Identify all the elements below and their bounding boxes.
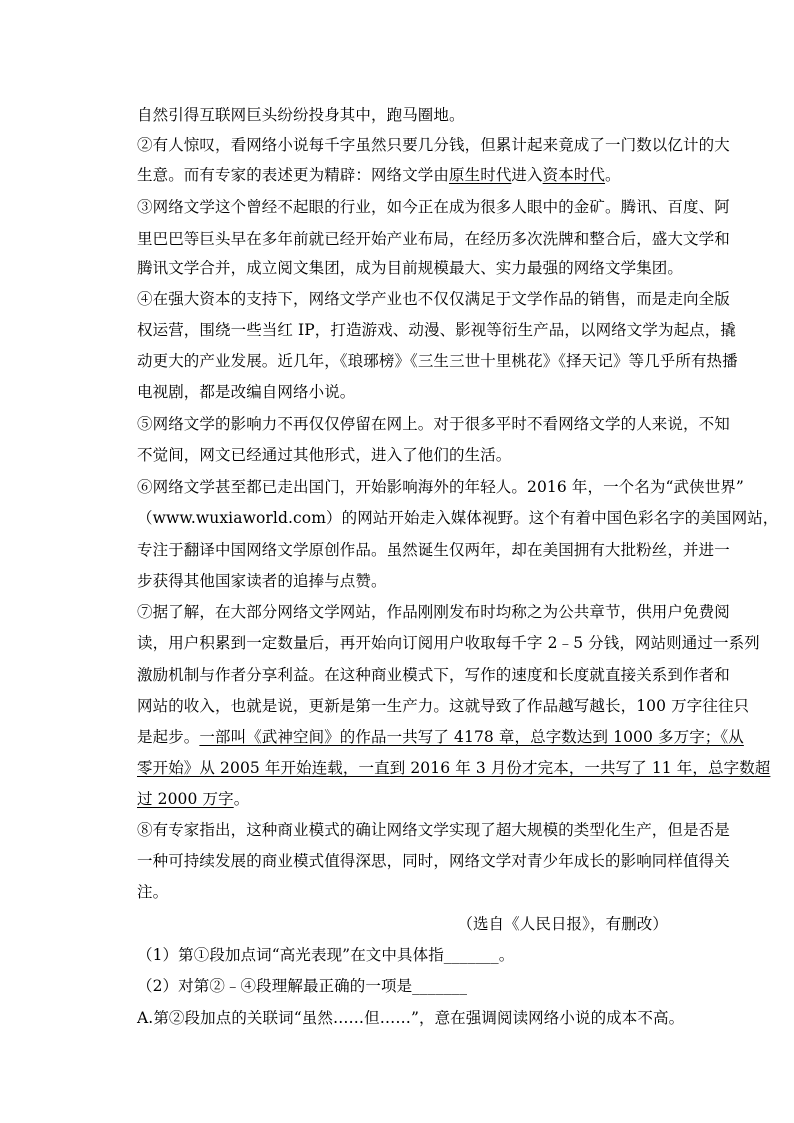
paragraph-4-line-2: 权运营，围绕一些当红 IP，打造游戏、动漫、影视等衍生产品，以网络文学为起点，撬 <box>137 321 736 339</box>
paragraph-7-line-3: 激励机制与作者分享利益。在这种商业模式下，写作的速度和长度就直接关系到作者和 <box>137 666 730 684</box>
paragraph-5-line-1: ⑤网络文学的影响力不再仅仅停留在网上。对于很多平时不看网络文学的人来说，不知 <box>137 415 730 433</box>
source-citation: （选自《人民日报》，有删改） <box>457 915 668 933</box>
text-span: 生意。而有专家的表述更为精辟：网络文学由 <box>137 166 450 184</box>
paragraph-4-line-4: 电视剧，都是改编自网络小说。 <box>137 383 356 401</box>
question-1: （1）第①段加点词“高光表现”在文中具体指_______。 <box>137 946 515 964</box>
text-span: 。 <box>605 166 621 184</box>
paragraph-7-line-5 <box>137 726 744 748</box>
text-span: 进入 <box>511 166 543 184</box>
paragraph-1-end: 自然引得互联网巨头纷纷投身其中，跑马圈地。 <box>137 106 465 124</box>
paragraph-8-line-2: 一种可持续发展的商业模式值得深思，同时，网络文学对青少年成长的影响同样值得关 <box>137 852 730 870</box>
paragraph-2-line-1: ②有人惊叹，看网络小说每千字虽然只要几分钱，但累计起来竟成了一门数以亿计的大 <box>137 136 730 154</box>
text-span: 是起步。 <box>137 728 200 746</box>
underlined-term-1: 原生时代 <box>449 166 512 184</box>
paragraph-8-line-1: ⑧有专家指出，这种商业模式的确让网络文学实现了超大规模的类型化生产，但是否是 <box>137 821 730 839</box>
question-2: （2）对第②﹣④段理解最正确的一项是_______ <box>137 977 468 995</box>
paragraph-7-line-6: 零开始》从 2005 年开始连载，一直到 2016 年 3 月份才完本，一共写了 11 年，总字数超 <box>137 759 771 777</box>
paragraph-6-line-3: 专注于翻译中国网络文学原创作品。虽然诞生仅两年，却在美国拥有大批粉丝，并进一 <box>137 541 730 559</box>
paragraph-6-line-2: （www.wuxiaworld.com）的网站开始走入媒体视野。这个有着中国色彩名字的美国网站， <box>137 509 779 527</box>
paragraph-8-line-3: 注。 <box>137 883 169 901</box>
paragraph-6-line-1: ⑥网络文学甚至都已走出国门，开始影响海外的年轻人。2016 年，一个名为“武侠世界” <box>137 478 744 496</box>
paragraph-7-line-7 <box>137 788 249 810</box>
paragraph-7-line-2: 读，用户积累到一定数量后，再开始向订阅用户收取每千字 2﹣5 分钱，网站则通过一系列 <box>137 634 760 652</box>
paragraph-4-line-3: 动更大的产业发展。近几年，《琅琊榜》《三生三世十里桃花》《择天记》等几乎所有热播 <box>137 352 738 370</box>
underlined-sentence-end: 过 2000 万字 <box>137 790 234 808</box>
text-span: 。 <box>233 790 250 808</box>
underlined-term-2: 资本时代 <box>542 166 606 184</box>
paragraph-7-line-1: ⑦据了解，在大部分网络文学网站，作品刚刚发布时均称之为公共章节，供用户免费阅 <box>137 603 730 621</box>
question-2-option-a: A.第②段加点的关联词“虽然……但……”，意在强调阅读网络小说的成本不高。 <box>137 1009 685 1027</box>
paragraph-5-line-2: 不觉间，网文已经通过其他形式，进入了他们的生活。 <box>137 446 512 464</box>
paragraph-2-line-2 <box>137 164 621 186</box>
paragraph-6-line-4: 步获得其他国家读者的追捧与点赞。 <box>137 572 387 590</box>
paragraph-3-line-2: 里巴巴等巨头早在多年前就已经开始产业布局，在经历多次洗牌和整合后，盛大文学和 <box>137 230 730 248</box>
paragraph-3-line-3: 腾讯文学合并，成立阅文集团，成为目前规模最大、实力最强的网络文学集团。 <box>137 259 684 277</box>
paragraph-4-line-1: ④在强大资本的支持下，网络文学产业也不仅仅满足于文学作品的销售，而是走向全版 <box>137 290 730 308</box>
paragraph-3-line-1: ③网络文学这个曾经不起眼的行业，如今正在成为很多人眼中的金矿。腾讯、百度、阿 <box>137 198 730 216</box>
underlined-sentence: 一部叫《武神空间》的作品一共写了 4178 章，总字数达到 1000 多万字；《从 <box>199 728 744 746</box>
paragraph-7-line-4: 网站的收入，也就是说，更新是第一生产力。这就导致了作品越写越长，100 万字往往只 <box>137 697 750 715</box>
